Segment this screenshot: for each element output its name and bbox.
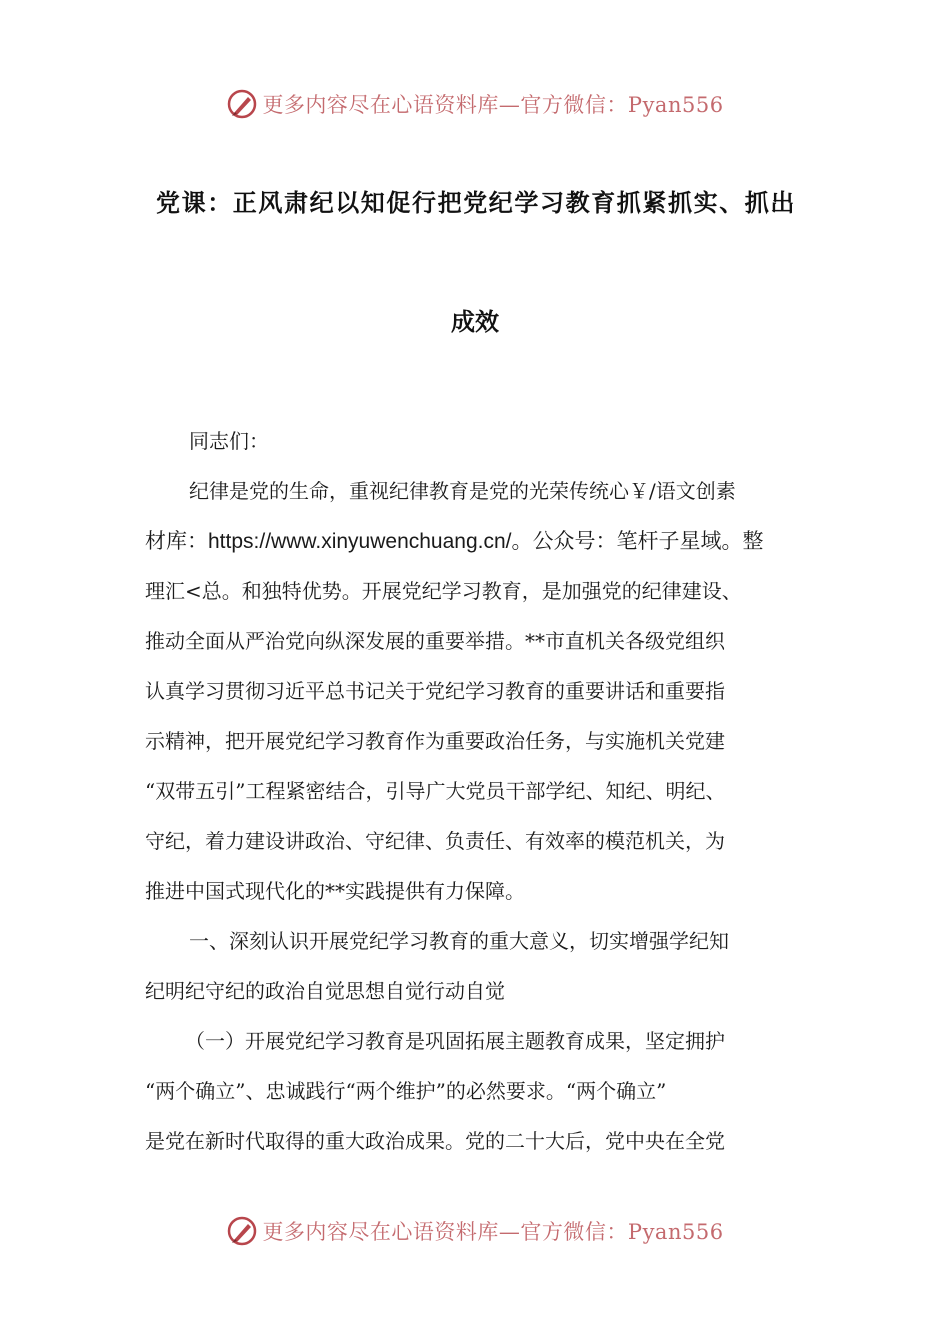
document-title-line-2: 成效 <box>451 308 499 336</box>
body-line: 是党在新时代取得的重大政治成果。党的二十大后，党中央在全党 <box>145 1129 725 1153</box>
body-line: 守纪，着力建设讲政治、守纪律、负责任、有效率的模范机关，为 <box>145 829 725 853</box>
pen-logo-icon <box>226 88 258 120</box>
watermark-banner-bottom <box>0 1211 950 1251</box>
pen-logo-icon <box>226 1215 258 1247</box>
body-line-url: 材库：https://www.xinyuwenchuang.cn/。公众号：笔杆子星域。整 <box>145 530 764 553</box>
document-title-line-1: 党课：正风肃纪以知促行把党纪学习教育抓紧抓实、抓出 <box>156 189 796 217</box>
body-line: 认真学习贯彻习近平总书记关于党纪学习教育的重要讲话和重要指 <box>145 679 725 703</box>
body-line: 推动全面从严治党向纵深发展的重要举措。**市直机关各级党组织 <box>145 629 725 653</box>
body-line: “两个确立”、忠诚践行“两个维护”的必然要求。“两个确立” <box>145 1079 667 1103</box>
body-line: 纪律是党的生命，重视纪律教育是党的光荣传统心￥/语文创素 <box>189 479 736 503</box>
watermark-text: 更多内容尽在心语资料库—官方微信：Pyan556 <box>262 1220 724 1244</box>
section-heading: 一、深刻认识开展党纪学习教育的重大意义，切实增强学纪知 <box>189 929 729 953</box>
section-heading-cont: 纪明纪守纪的政治自觉思想自觉行动自觉 <box>145 979 505 1003</box>
body-line: 理汇<总。和独特优势。开展党纪学习教育，是加强党的纪律建设、 <box>145 579 742 603</box>
subsection-heading: （一）开展党纪学习教育是巩固拓展主题教育成果，坚定拥护 <box>185 1029 725 1053</box>
body-line <box>145 516 825 566</box>
document-body <box>145 416 825 1166</box>
watermark-banner-top <box>0 84 950 124</box>
watermark-text: 更多内容尽在心语资料库—官方微信：Pyan556 <box>262 93 724 117</box>
body-line: 推进中国式现代化的**实践提供有力保障。 <box>145 879 525 903</box>
body-line: 示精神，把开展党纪学习教育作为重要政治任务，与实施机关党建 <box>145 729 725 753</box>
body-line: “双带五引”工程紧密结合，引导广大党员干部学纪、知纪、明纪、 <box>145 779 726 803</box>
salutation: 同志们： <box>189 429 269 453</box>
